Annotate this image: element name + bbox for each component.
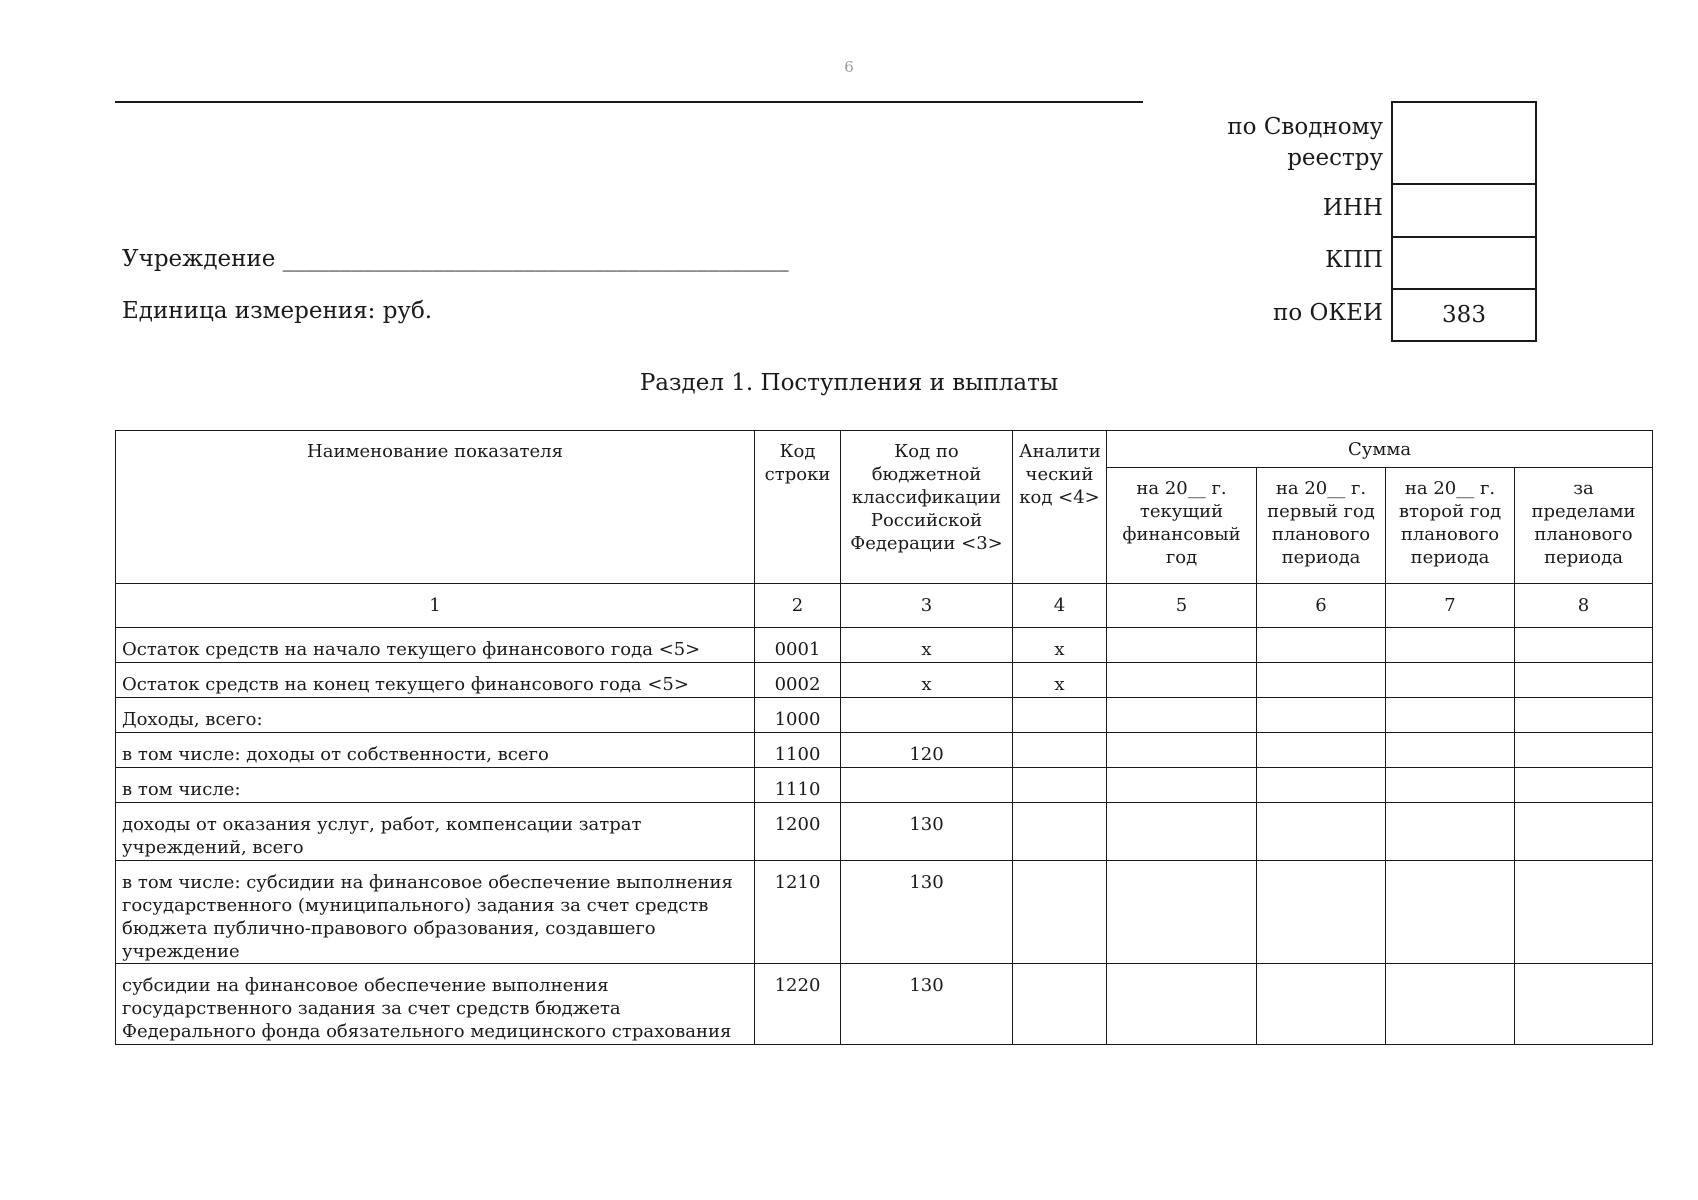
table-row	[116, 733, 1653, 768]
row-name: доходы от оказания услуг, работ, компенсации затрат учреждений, всего	[116, 803, 755, 861]
header-analytic-code: Аналити ческий код <4>	[1013, 431, 1107, 584]
okei-field[interactable]: 383	[1442, 302, 1486, 328]
row-budget-code: x	[841, 663, 1013, 698]
inn-label: ИНН	[1322, 195, 1383, 221]
row-name: субсидии на финансовое обеспечение выполнения государственного задания за счет средств бюджета Федерального фонда обязательного медицинского страхования	[116, 964, 755, 1045]
row-analytic-code: x	[1013, 628, 1107, 663]
sum-cell-beyond[interactable]	[1515, 628, 1653, 663]
header-year-first: на 20__ г. первый год планового периода	[1257, 468, 1386, 584]
kpp-label: КПП	[1325, 247, 1383, 273]
sum-cell-current[interactable]	[1107, 663, 1257, 698]
kpp-field[interactable]	[1393, 238, 1535, 290]
table-row	[116, 964, 1653, 1045]
row-analytic-code[interactable]	[1013, 803, 1107, 861]
row-analytic-code[interactable]	[1013, 733, 1107, 768]
sum-cell-second[interactable]	[1386, 663, 1515, 698]
sum-cell-second[interactable]	[1386, 628, 1515, 663]
top-rule-line	[115, 101, 1143, 103]
sum-cell-beyond[interactable]	[1515, 733, 1653, 768]
row-name: Доходы, всего:	[116, 698, 755, 733]
column-number: 6	[1257, 584, 1386, 628]
sum-cell-current[interactable]	[1107, 861, 1257, 964]
column-numbers-row	[116, 584, 1653, 628]
sum-cell-current[interactable]	[1107, 628, 1257, 663]
sum-cell-current[interactable]	[1107, 803, 1257, 861]
row-budget-code: 130	[841, 803, 1013, 861]
sum-cell-beyond[interactable]	[1515, 861, 1653, 964]
institution-line: Учреждение ____________________________________________	[122, 246, 789, 272]
sum-cell-second[interactable]	[1386, 768, 1515, 803]
sum-cell-first[interactable]	[1257, 698, 1386, 733]
sum-cell-second[interactable]	[1386, 803, 1515, 861]
row-analytic-code[interactable]	[1013, 964, 1107, 1045]
column-number: 1	[116, 584, 755, 628]
table-row	[116, 628, 1653, 663]
row-name: в том числе:	[116, 768, 755, 803]
row-analytic-code[interactable]	[1013, 698, 1107, 733]
row-name: в том числе: доходы от собственности, всего	[116, 733, 755, 768]
row-code: 0002	[755, 663, 841, 698]
header-year-current: на 20__ г. текущий финансовый год	[1107, 468, 1257, 584]
sum-cell-beyond[interactable]	[1515, 698, 1653, 733]
sum-cell-beyond[interactable]	[1515, 768, 1653, 803]
section-title: Раздел 1. Поступления и выплаты	[639, 370, 1059, 396]
table-row	[116, 768, 1653, 803]
sum-cell-beyond[interactable]	[1515, 803, 1653, 861]
sum-cell-second[interactable]	[1386, 964, 1515, 1045]
row-name: Остаток средств на начало текущего финансового года <5>	[116, 628, 755, 663]
sum-cell-first[interactable]	[1257, 663, 1386, 698]
row-code: 1000	[755, 698, 841, 733]
svod-registry-field[interactable]	[1393, 103, 1535, 185]
table-row	[116, 698, 1653, 733]
header-row-code: Код строки	[755, 431, 841, 584]
sum-cell-current[interactable]	[1107, 698, 1257, 733]
row-name: в том числе: субсидии на финансовое обеспечение выполнения государственного (муниципального) задания за счет средств бюджета публично-правового образования, создавшего учреждение	[116, 861, 755, 964]
sum-cell-first[interactable]	[1257, 861, 1386, 964]
codes-box	[1391, 101, 1537, 342]
row-budget-code: 130	[841, 861, 1013, 964]
row-budget-code: 120	[841, 733, 1013, 768]
table-row	[116, 663, 1653, 698]
column-number: 4	[1013, 584, 1107, 628]
okei-label: по ОКЕИ	[1273, 300, 1383, 326]
sum-cell-current[interactable]	[1107, 964, 1257, 1045]
sum-cell-first[interactable]	[1257, 768, 1386, 803]
column-number: 2	[755, 584, 841, 628]
row-analytic-code[interactable]	[1013, 861, 1107, 964]
sum-cell-current[interactable]	[1107, 768, 1257, 803]
sum-cell-current[interactable]	[1107, 733, 1257, 768]
header-budget-code: Код по бюджетной классификации Российской Федерации <3>	[841, 431, 1013, 584]
sum-cell-first[interactable]	[1257, 803, 1386, 861]
sum-cell-first[interactable]	[1257, 733, 1386, 768]
column-number: 7	[1386, 584, 1515, 628]
row-code: 1110	[755, 768, 841, 803]
table-row	[116, 861, 1653, 964]
row-code: 1220	[755, 964, 841, 1045]
sum-cell-second[interactable]	[1386, 861, 1515, 964]
header-year-second: на 20__ г. второй год планового периода	[1386, 468, 1515, 584]
sum-cell-beyond[interactable]	[1515, 964, 1653, 1045]
column-number: 3	[841, 584, 1013, 628]
row-budget-code[interactable]	[841, 698, 1013, 733]
inn-field[interactable]	[1393, 185, 1535, 238]
row-budget-code: x	[841, 628, 1013, 663]
row-code: 0001	[755, 628, 841, 663]
sum-cell-second[interactable]	[1386, 698, 1515, 733]
sum-cell-second[interactable]	[1386, 733, 1515, 768]
column-number: 8	[1515, 584, 1653, 628]
header-name: Наименование показателя	[116, 431, 755, 584]
column-number: 5	[1107, 584, 1257, 628]
sum-cell-first[interactable]	[1257, 628, 1386, 663]
page-number: 6	[844, 58, 854, 76]
sum-cell-beyond[interactable]	[1515, 663, 1653, 698]
row-budget-code: 130	[841, 964, 1013, 1045]
row-code: 1200	[755, 803, 841, 861]
unit-of-measure: Единица измерения: руб.	[122, 298, 433, 324]
row-analytic-code: x	[1013, 663, 1107, 698]
row-code: 1100	[755, 733, 841, 768]
header-sum: Сумма	[1107, 431, 1653, 468]
row-analytic-code[interactable]	[1013, 768, 1107, 803]
row-budget-code[interactable]	[841, 768, 1013, 803]
row-name: Остаток средств на конец текущего финансового года <5>	[116, 663, 755, 698]
sum-cell-first[interactable]	[1257, 964, 1386, 1045]
receipts-payments-table	[115, 430, 1653, 1045]
table-row	[116, 803, 1653, 861]
row-code: 1210	[755, 861, 841, 964]
header-beyond: за пределами планового периода	[1515, 468, 1653, 584]
svod-registry-label: по Сводному реестру	[1227, 114, 1383, 171]
